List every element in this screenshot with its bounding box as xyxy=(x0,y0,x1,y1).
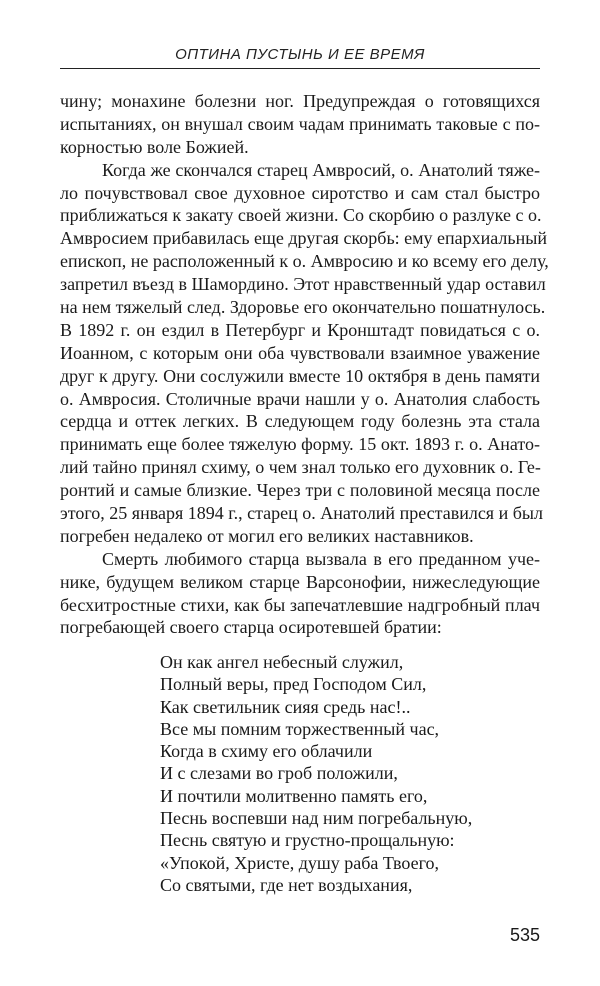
text-line: принимать еще более тяжелую форму. 15 окт. 1893 г. о. Анато- xyxy=(60,434,540,455)
poem-line: И почтили молитвенно память его, xyxy=(160,785,428,806)
running-head-title: ОПТИНА ПУСТЫНЬ И ЕЕ ВРЕМЯ xyxy=(175,46,425,63)
text-line: В 1892 г. он ездил в Петербург и Кронштадт повидаться с о. xyxy=(60,319,540,340)
text-line: ронтий и самые близкие. Через три с половиной месяца после xyxy=(60,480,540,501)
text-line: чину; монахине болезни ног. Предупреждая о готовящихся xyxy=(60,91,540,111)
poem xyxy=(160,651,540,896)
text-line: ло почувствовал свое духовное сиротство и сам стал быстро xyxy=(60,182,540,203)
text-line: бесхитростные стихи, как бы запечатлевшие надгробный плач xyxy=(60,594,540,615)
poem-line: Песнь воспевши над ним погребальную, xyxy=(160,808,473,829)
text-line: корностью воле Божией. xyxy=(60,136,249,157)
header-rule xyxy=(60,68,540,69)
paragraph-3 xyxy=(60,548,540,640)
poem-line: Как светильник сияя средь нас!.. xyxy=(160,696,411,717)
text-line: приближаться к закату своей жизни. Со скорбию о разлуке с о. xyxy=(60,205,542,226)
text-line: Когда же скончался старец Амвросий, о. Анатолий тяже- xyxy=(102,159,540,180)
text-line: друг к другу. Они сослужили вместе 10 октября в день памяти xyxy=(60,365,540,386)
poem-line: Полный веры, пред Господом Сил, xyxy=(160,674,427,695)
text-line: Амвросием прибавилась еще другая скорбь: ему епархиальный xyxy=(60,228,547,249)
text-line: запретил въезд в Шамордино. Этот нравственный удар оставил xyxy=(60,274,546,295)
text-line: сердца и оттек легких. В следующем году болезнь эта стала xyxy=(60,411,540,432)
poem-line: Он как ангел небесный служил, xyxy=(160,652,404,672)
text-line: на нем тяжелый след. Здоровье его окончательно пошатнулось. xyxy=(60,297,546,318)
paragraph-2 xyxy=(60,159,549,548)
poem-line: Песнь святую и грустно-прощальную: xyxy=(160,830,455,851)
text-line: лий тайно принял схиму, о чем знал только его духовник о. Ге- xyxy=(60,457,541,478)
poem-line: Со святыми, где нет воздыхания, xyxy=(160,874,413,895)
text-line: о. Амвросия. Столичные врачи нашли у о. Анатолия слабость xyxy=(60,388,540,409)
text-line: погребен недалеко от могил его великих наставников. xyxy=(60,525,474,546)
text-line: Смерть любимого старца вызвала в его преданном уче- xyxy=(102,548,540,569)
text-line: нике, будущем великом старце Варсонофии, нижеследующие xyxy=(60,571,540,592)
paragraph-1 xyxy=(60,90,540,159)
poem-line: Когда в схиму его облачили xyxy=(160,741,373,762)
text-line: погребающей своего старца осиротевшей братии: xyxy=(60,617,442,638)
poem-line: И с слезами во гроб положили, xyxy=(160,763,398,784)
body-text xyxy=(60,90,549,639)
poem-line: «Упокой, Христе, душу раба Твоего, xyxy=(160,852,440,873)
poem-line: Все мы помним торжественный час, xyxy=(160,718,440,739)
page-number: 535 xyxy=(509,925,540,945)
text-line: этого, 25 января 1894 г., старец о. Анатолий преставился и был xyxy=(60,503,543,524)
text-line: епископ, не расположенный к о. Амвросию и ко всему его делу, xyxy=(60,251,549,272)
text-line: Иоанном, с которым они оба чувствовали взаимное уважение xyxy=(60,342,540,363)
text-line: испытаниях, он внушал своим чадам принимать таковые с по- xyxy=(60,113,540,134)
